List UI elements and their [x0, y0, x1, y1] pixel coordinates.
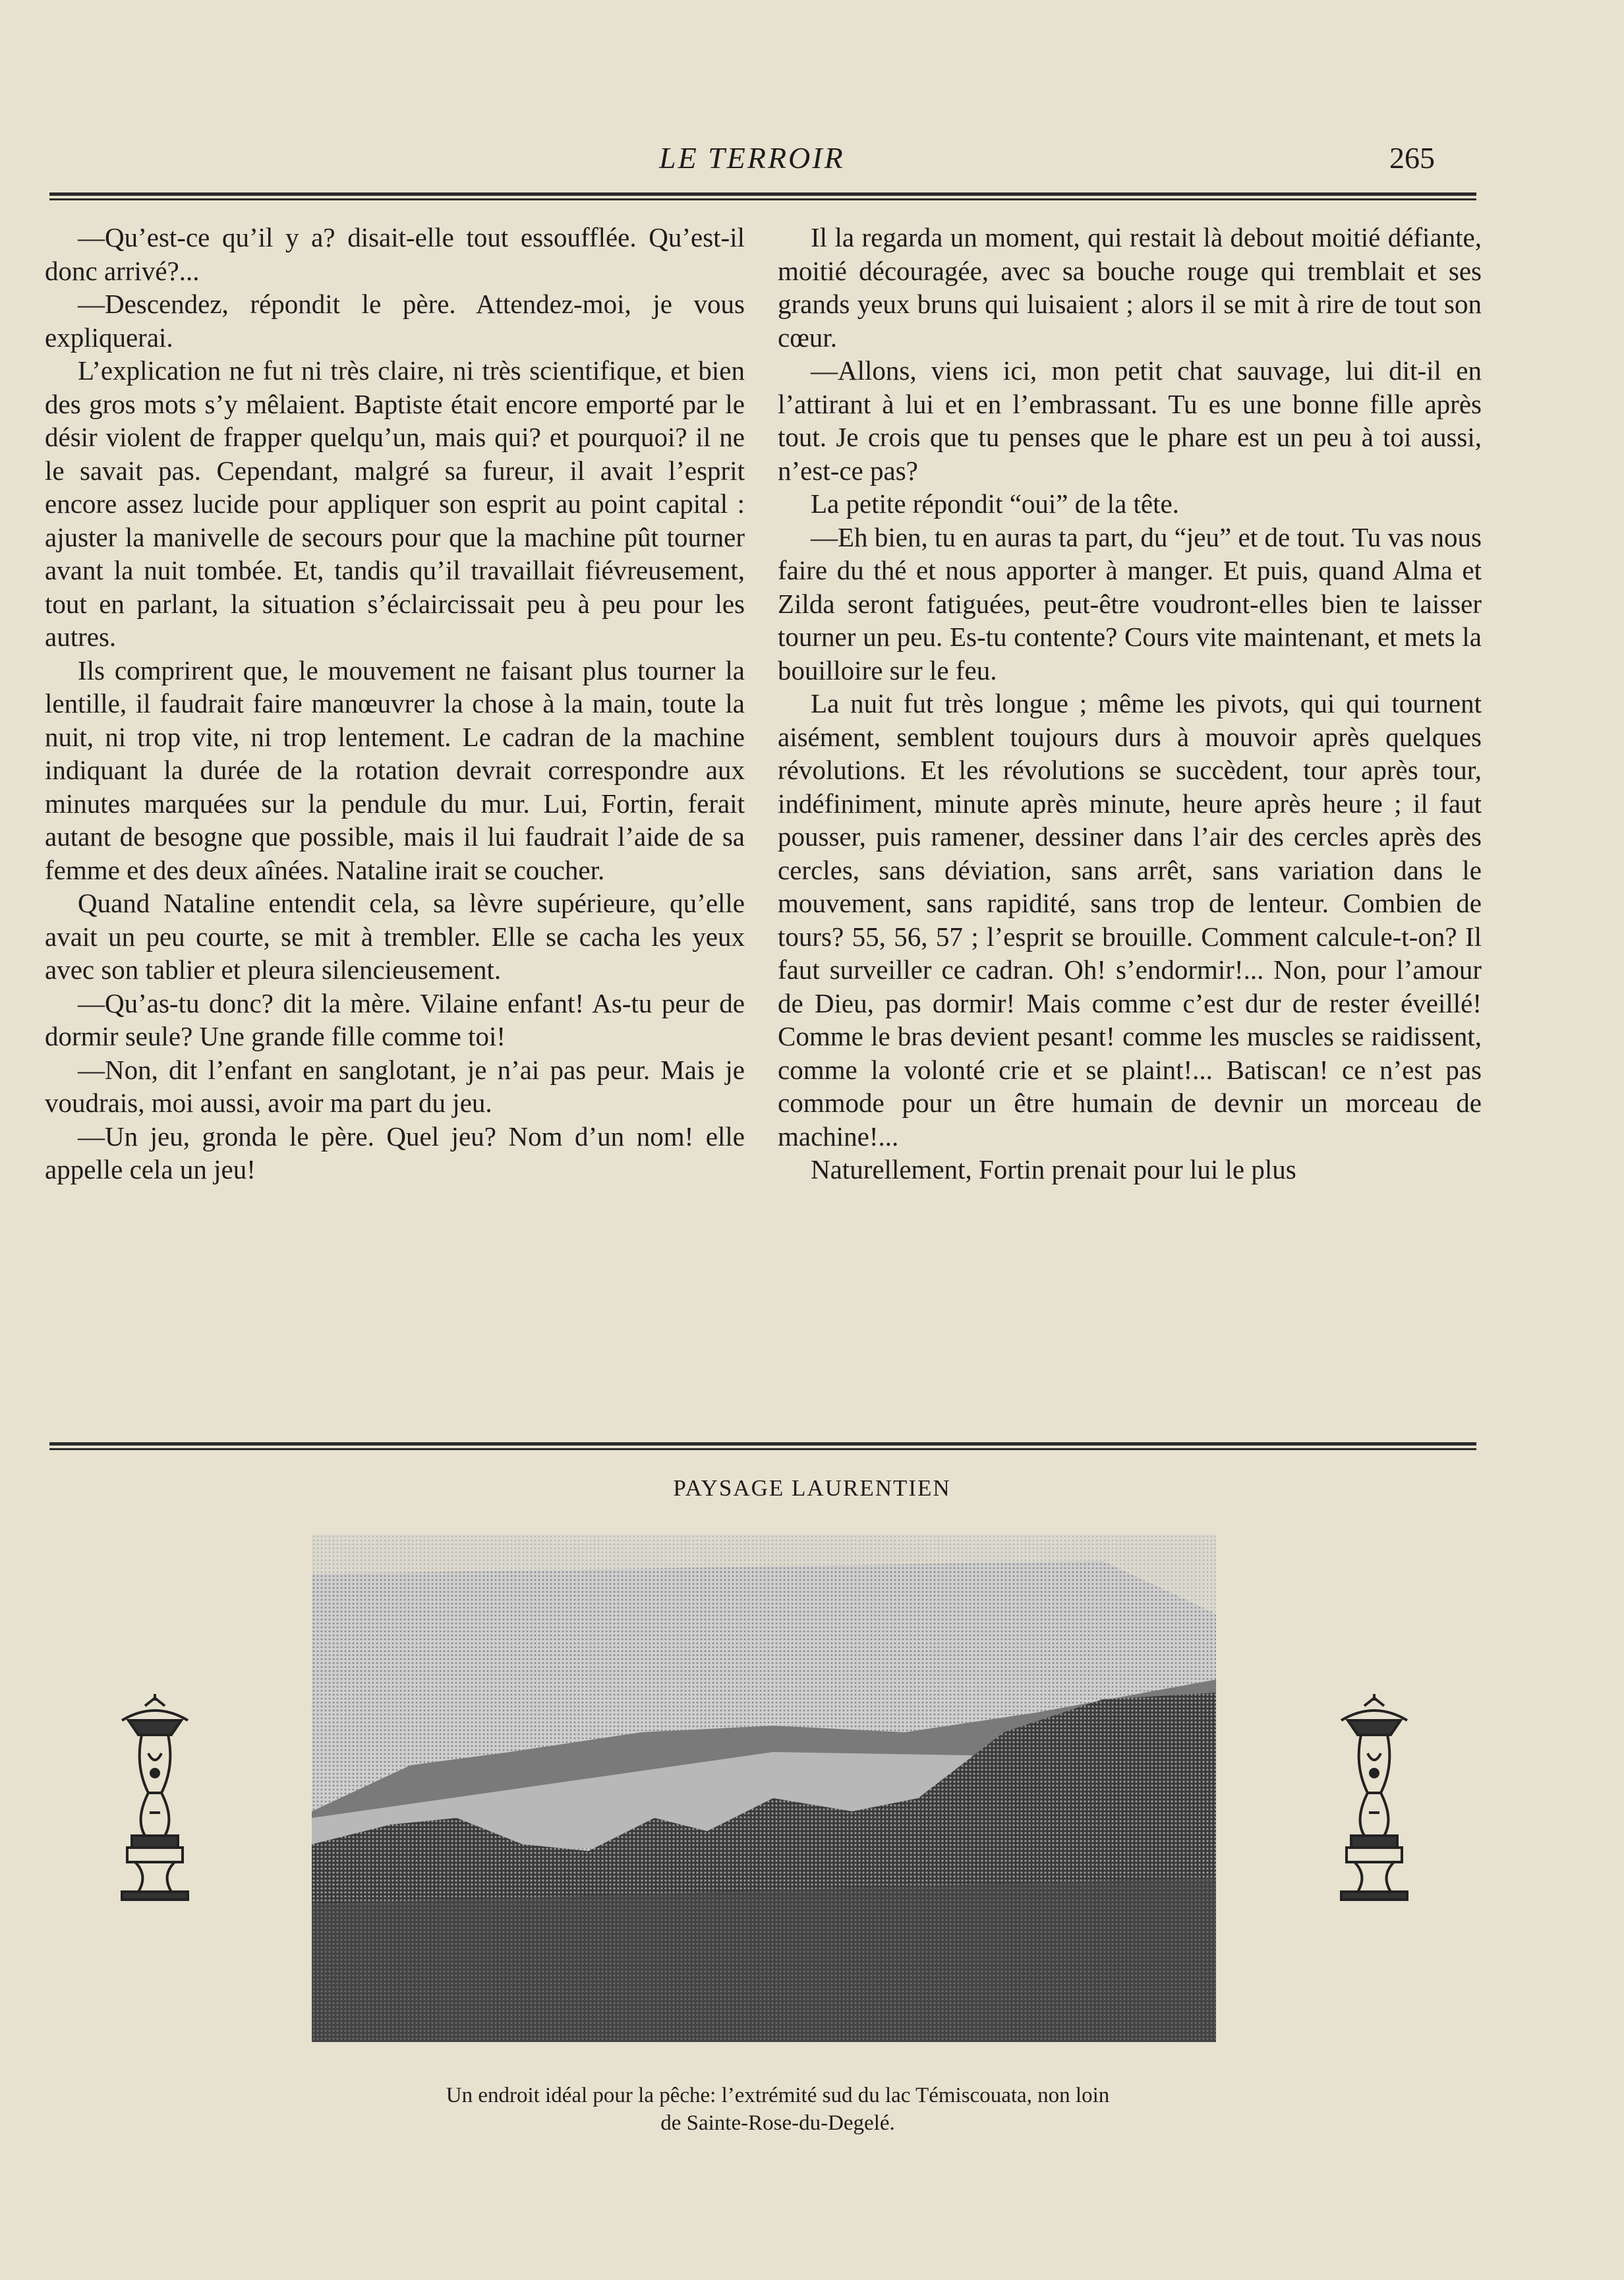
header-rule: [49, 192, 1476, 203]
lamp-ornament-icon: [1328, 1694, 1420, 1905]
paragraph: —Qu’est-ce qu’il y a? disait-elle tout essoufflée. Qu’est-il donc arrivé?...: [45, 222, 745, 286]
journal-title: LE TERROIR: [659, 141, 845, 175]
paragraph: Ils comprirent que, le mouvement ne faisant plus tourner la lentille, il faudrait faire manœuvrer la chose à la main, toute la nuit, ni trop vite, ni trop lentement. Le cadran de la machine indiquant la durée de la rotation devrait correspondre aux minutes marquées sur la pendule du mur. Lui, Fortin, ferait autant de besogne que possible, mais il lui faudrait l’aide de sa femme et des deux aînées. Nataline irait se coucher.: [45, 655, 745, 885]
paragraph: L’explication ne fut ni très claire, ni très scientifique, et bien des gros mots s’y mêlaient. Baptiste était encore emporté par le désir violent de frapper quelqu’un, mais qui? et pourquoi? il ne le savait pas. Cependant, malgré sa fureur, il avait l’esprit encore assez lucide pour appliquer son esprit au point capital : ajuster la manivelle de secours pour que la machine pût tourner avant la nuit tombée. Et, tandis qu’il travaillait fiévreusement, tout en parlant, la situation s’éclaircissait peu à peu pour les autres.: [45, 355, 745, 652]
paragraph: —Descendez, répondit le père. Attendez-moi, je vous expliquerai.: [45, 289, 745, 353]
caption-line: Un endroit idéal pour la pêche: l’extrémité sud du lac Témiscouata, non loin: [446, 2084, 1110, 2107]
photo-caption: [323, 2082, 1232, 2137]
section-rule: [49, 1442, 1476, 1453]
left-column: [45, 221, 745, 1186]
page-number: 265: [1389, 141, 1435, 175]
right-column: [778, 221, 1482, 1186]
lamp-ornament-icon: [109, 1694, 201, 1905]
paragraph: —Qu’as-tu donc? dit la mère. Vilaine enfant! As-tu peur de dormir seule? Une grande fille comme toi!: [45, 987, 745, 1051]
paragraph: Naturellement, Fortin prenait pour lui le plus: [811, 1154, 1296, 1184]
running-head: [0, 135, 1624, 175]
paragraph: Il la regarda un moment, qui restait là debout moitié défiante, moitié découragée, avec sa bouche rouge qui tremblait et ses grands yeux bruns qui luisaient ; alors il se mit à rire de tout son cœur.: [778, 222, 1482, 353]
paragraph: Quand Nataline entendit cela, sa lèvre supérieure, qu’elle avait un peu courte, se mit à trembler. Elle se cacha les yeux avec son tablier et pleura silencieusement.: [45, 888, 745, 985]
paragraph: —Eh bien, tu en auras ta part, du “jeu” et de tout. Tu vas nous faire du thé et nous apporter à manger. Et puis, quand Alma et Zilda seront fatiguées, peut-être voudront-elles bien te laisser tourner un peu. Es-tu contente? Cours vite maintenant, et mets la bouilloire sur le feu.: [778, 521, 1482, 686]
paragraph: —Non, dit l’enfant en sanglotant, je n’ai pas peur. Mais je voudrais, moi aussi, avoir ma part du jeu.: [45, 1054, 745, 1118]
paragraph: —Un jeu, gronda le père. Quel jeu? Nom d’un nom! elle appelle cela un jeu!: [45, 1121, 745, 1184]
figure-title: PAYSAGE LAURENTIEN: [673, 1475, 951, 1501]
paragraph: La petite répondit “oui” de la tête.: [811, 488, 1179, 519]
caption-line: de Sainte-Rose-du-Degelé.: [660, 2111, 895, 2135]
paragraph: —Allons, viens ici, mon petit chat sauvage, lui dit-il en l’attirant à lui et en l’embrassant. Tu es une bonne fille après tout. Je crois que tu penses que le phare est un peu à toi aussi, n’est-ce pas?: [778, 355, 1482, 486]
landscape-photo: [312, 1535, 1216, 2042]
paragraph: La nuit fut très longue ; même les pivots, qui qui tournent aisément, semblent toujours durs à mouvoir après quelques révolutions. Et les révolutions se succèdent, tour après tour, indéfiniment, minute après minute, heure après heure ; il faut pousser, puis ramener, dessiner dans l’air des cercles après des cercles, sans déviation, sans arrêt, sans variation dans le mouvement, sans rapidité, sans trop de lenteur. Combien de tours? 55, 56, 57 ; l’esprit se brouille. Comment calcule-t-on? Il faut surveiller ce cadran. Oh! s’endormir!... Non, pour l’amour de Dieu, pas dormir! Mais comme c’est dur de rester éveillé! Comme le bras devient pesant! comme les muscles se raidissent, comme la volonté crie et se plaint!... Batiscan! ce n’est pas commode pour un être humain de devnir un morceau de machine!...: [778, 688, 1482, 1152]
